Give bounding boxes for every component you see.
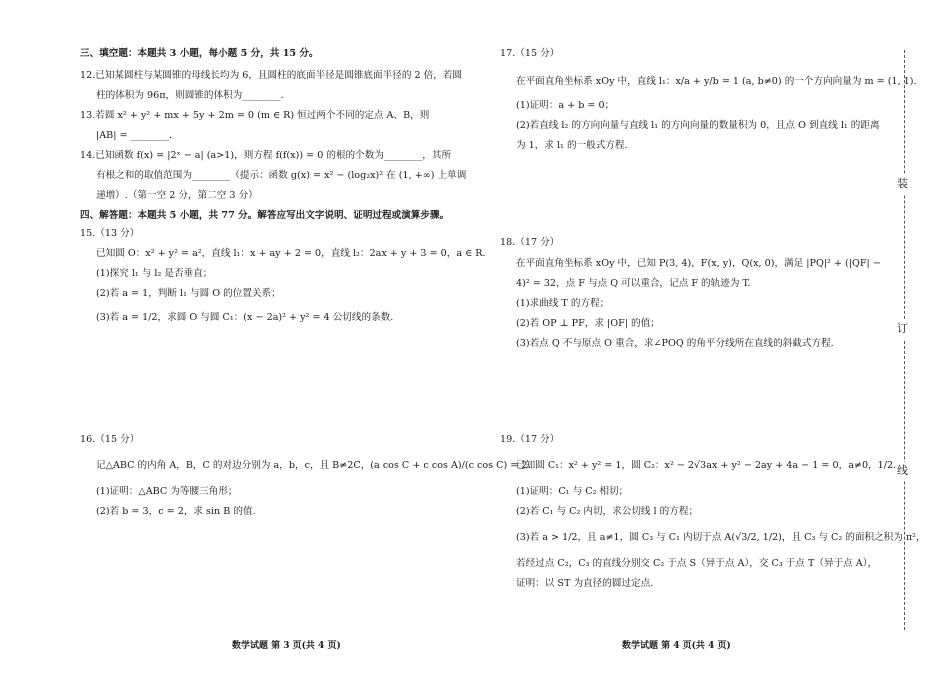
q17-part2-line2: 为 1，求 l₁ 的一般式方程. bbox=[516, 140, 628, 151]
section3-header: 三、填空题：本题共 3 小题，每小题 5 分，共 15 分。 bbox=[80, 48, 319, 59]
q19-part3-line2: 若经过点 C₂，C₃ 的直线分别交 C₂ 于点 S（异于点 A），交 C₃ 于点 T（异于点 A）， bbox=[516, 558, 878, 569]
q16-part1: (1)证明：△ABC 为等腰三角形； bbox=[96, 486, 238, 497]
q13-line2: |AB| = ________. bbox=[96, 130, 173, 141]
binding-line bbox=[904, 50, 905, 630]
q19-part3-line1: (3)若 a > 1/2，且 a≠1，圆 C₃ 与 C₁ 内切于点 A(√3/2, 1/2)，且 C₃ 与 C₂ 的面积之积为 π²， bbox=[516, 532, 926, 543]
q16-score: 16.（15 分） bbox=[80, 434, 140, 445]
binding-mark-zhuang: 装 bbox=[897, 175, 908, 194]
q15-part3: (3)若 a = 1/2，求圆 O 与圆 C₁：(x − 2a)² + y² = 4 公切线的条数. bbox=[96, 312, 394, 323]
q15-part2: (2)若 a = 1，判断 l₁ 与圆 O 的位置关系； bbox=[96, 288, 281, 299]
q18-part2: (2)若 OP ⊥ PF，求 |OF| 的值； bbox=[516, 318, 660, 329]
q19-part2: (2)若 C₁ 与 C₂ 内切，求公切线 l 的方程； bbox=[516, 506, 699, 517]
q17-stem: 在平面直角坐标系 xOy 中，直线 l₁：x/a + y/b = 1 (a, b≠0) 的一个方向向量为 m = (1, 1). bbox=[516, 76, 917, 87]
q19-part1: (1)证明：C₁ 与 C₂ 相切； bbox=[516, 486, 629, 497]
q19-stem: 已知圆 C₁：x² + y² = 1，圆 C₂：x² − 2√3ax + y² − 2ay + 4a − 1 = 0，a≠0，1/2. bbox=[516, 460, 897, 471]
page4-footer: 数学试题 第 4 页(共 4 页) bbox=[622, 641, 731, 651]
q18-part3: (3)若点 Q 不与原点 O 重合，求∠POQ 的角平分线所在直线的斜截式方程. bbox=[516, 338, 834, 349]
q16-part2: (2)若 b = 3，c = 2，求 sin B 的值. bbox=[96, 506, 256, 517]
q18-stem-line1: 在平面直角坐标系 xOy 中，已知 P(3, 4)，F(x, y)，Q(x, 0)，满足 |PQ|² + (|QF| − bbox=[516, 258, 881, 269]
q12-line2: 柱的体积为 96π，则圆锥的体积为________. bbox=[96, 90, 284, 101]
q17-part2-line1: (2)若直线 l₂ 的方向向量与直线 l₁ 的方向向量的数量积为 0，且点 O 到直线 l₁ 的距离 bbox=[516, 120, 880, 131]
q15-part1: (1)探究 l₁ 与 l₂ 是否垂直； bbox=[96, 268, 213, 279]
binding-mark-ding: 订 bbox=[897, 320, 908, 339]
exam-page-4 bbox=[475, 0, 926, 673]
q14-line2: 有根之和的取值范围为________（提示：函数 g(x) = x² − (log₂x)² 在 (1, +∞) 上单调 bbox=[96, 170, 467, 181]
q19-score: 19.（17 分） bbox=[500, 434, 560, 445]
q18-score: 18.（17 分） bbox=[500, 237, 560, 248]
q16-stem: 记△ABC 的内角 A，B，C 的对边分别为 a，b，c，且 B≠2C，(a cos C + c cos A)/(c cos C) = 2. bbox=[96, 460, 531, 471]
q17-score: 17.（15 分） bbox=[500, 48, 560, 59]
q17-part1: (1)证明：a + b = 0； bbox=[516, 100, 615, 111]
q15-score: 15.（13 分） bbox=[80, 228, 140, 239]
q18-part1: (1)求曲线 T 的方程； bbox=[516, 298, 610, 309]
q18-stem-line2: 4)² = 32，点 F 与点 Q 可以重合，记点 F 的轨迹为 T. bbox=[516, 278, 751, 289]
binding-mark-xian: 线 bbox=[897, 462, 908, 481]
q14-line1: 14.已知函数 f(x) = |2ˣ − a| (a>1)，则方程 f(f(x)) = 0 的根的个数为________，其所 bbox=[80, 150, 452, 161]
q13-line1: 13.若圆 x² + y² + mx + 5y + 2m = 0 (m ∈ R) 恒过两个不同的定点 A、B，则 bbox=[80, 110, 430, 121]
page3-footer: 数学试题 第 3 页(共 4 页) bbox=[232, 641, 341, 651]
q19-part3-line3: 证明：以 ST 为直径的圆过定点. bbox=[516, 578, 654, 589]
section4-header: 四、解答题：本题共 5 小题，共 77 分。解答应写出文字说明、证明过程或演算步骤。 bbox=[80, 210, 450, 221]
q14-line3: 递增）.（第一空 2 分，第二空 3 分） bbox=[96, 190, 258, 201]
q12-line1: 12.已知某圆柱与某圆锥的母线长均为 6，且圆柱的底面半径是圆锥底面半径的 2 倍，若圆 bbox=[80, 70, 462, 81]
q15-stem: 已知圆 O：x² + y² = a²，直线 l₁：x + ay + 2 = 0，直线 l₂：2ax + y + 3 = 0，a ∈ R. bbox=[96, 248, 486, 259]
